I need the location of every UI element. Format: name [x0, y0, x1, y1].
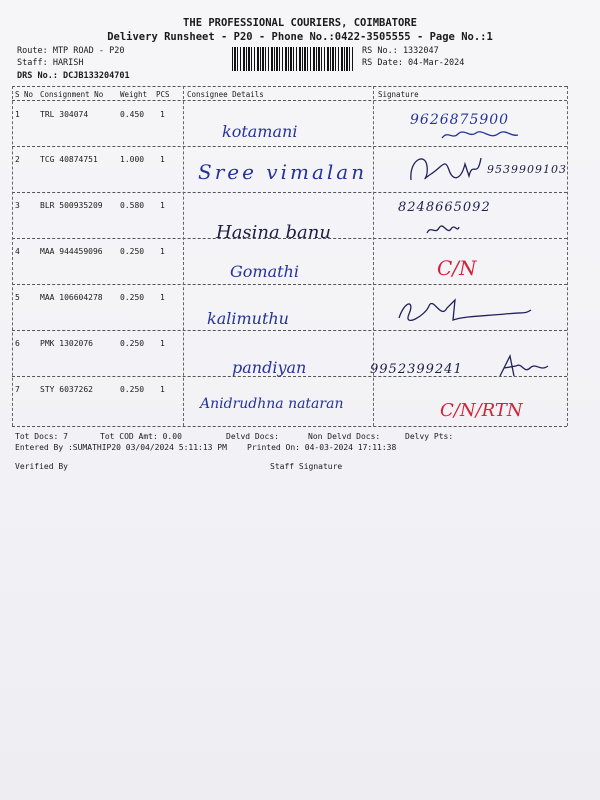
signature-scribble	[496, 352, 552, 380]
signature-scribble	[440, 128, 520, 142]
header-bottom-rule	[12, 100, 567, 101]
row-sno: 4	[15, 247, 20, 256]
delivery-points: Delvy Pts:	[405, 432, 454, 441]
row-weight: 0.250	[120, 293, 145, 302]
column-header-signature: Signature	[378, 90, 419, 99]
column-divider	[12, 86, 13, 426]
row-pcs: 1	[160, 247, 165, 256]
column-header-sno: S No	[15, 90, 34, 99]
signature-scribble	[425, 223, 461, 237]
row-weight: 0.450	[120, 110, 145, 119]
entered-by: Entered By :SUMATHIP20 03/04/2024 5:11:13 PM	[15, 443, 227, 452]
row-divider	[12, 284, 567, 285]
column-header-consignment: Consignment No	[40, 90, 104, 99]
row-sno: 1	[15, 110, 20, 119]
row-consignment: STY 6037262	[40, 385, 93, 394]
printed-on: Printed On: 04-03-2024 17:11:38	[247, 443, 397, 452]
row-pcs: 1	[160, 201, 165, 210]
row-sno: 5	[15, 293, 20, 302]
handwritten-name: Hasina banu	[216, 222, 331, 243]
handwritten-remark: C/N/RTN	[440, 400, 523, 421]
row-pcs: 1	[160, 110, 165, 119]
handwritten-remark: C/N	[437, 256, 477, 280]
company-title: THE PROFESSIONAL COURIERS, COIMBATORE	[183, 17, 417, 29]
handwritten-name: pandiyan	[232, 358, 307, 377]
column-header-details: Consignee Details	[187, 90, 264, 99]
signature-scribble	[395, 296, 535, 326]
row-consignment: MAA 944459096	[40, 247, 103, 256]
handwritten-name: kalimuthu	[207, 309, 289, 328]
row-weight: 0.250	[120, 339, 145, 348]
staff-signature-label: Staff Signature	[270, 462, 343, 471]
table-bottom-rule	[12, 426, 567, 427]
handwritten-name: Gomathi	[230, 262, 299, 281]
handwritten-name: Anidrudhna nataran	[200, 396, 344, 412]
barcode-image	[232, 47, 354, 71]
non-delivered-docs: Non Delvd Docs:	[308, 432, 381, 441]
rs-number: RS No.: 1332047	[362, 46, 439, 56]
drs-number: DRS No.: DCJB133204701	[17, 71, 130, 81]
column-divider	[567, 86, 568, 426]
handwritten-phone: 9952399241	[370, 362, 463, 377]
row-consignment: MAA 106604278	[40, 293, 103, 302]
row-pcs: 1	[160, 293, 165, 302]
row-pcs: 1	[160, 385, 165, 394]
row-sno: 6	[15, 339, 20, 348]
row-pcs: 1	[160, 155, 165, 164]
column-divider	[183, 86, 184, 426]
handwritten-name: kotamani	[222, 122, 298, 141]
row-weight: 0.250	[120, 385, 145, 394]
row-weight: 0.580	[120, 201, 145, 210]
row-weight: 1.000	[120, 155, 145, 164]
verified-by-label: Verified By	[15, 462, 68, 471]
total-cod-amount: Tot COD Amt: 0.00	[100, 432, 182, 441]
row-weight: 0.250	[120, 247, 145, 256]
staff-text: Staff: HARISH	[17, 58, 84, 68]
row-pcs: 1	[160, 339, 165, 348]
row-divider	[12, 146, 567, 147]
row-consignment: TRL 304074	[40, 110, 89, 119]
column-header-weight: Weight	[120, 90, 148, 99]
handwritten-name: Sree vimalan	[198, 160, 368, 184]
table-top-rule	[12, 86, 567, 87]
row-sno: 2	[15, 155, 20, 164]
runsheet-title: Delivery Runsheet - P20 - Phone No.:0422-3505555 - Page No.:1	[107, 31, 493, 43]
handwritten-phone: 9626875900	[410, 112, 510, 128]
total-docs: Tot Docs: 7	[15, 432, 68, 441]
signature-scribble	[405, 150, 485, 190]
rs-date: RS Date: 04-Mar-2024	[362, 58, 465, 68]
handwritten-phone: 8248665092	[398, 200, 491, 215]
row-consignment: TCG 40874751	[40, 155, 98, 164]
row-divider	[12, 192, 567, 193]
handwritten-phone: 9539909103	[487, 163, 567, 176]
route-text: Route: MTP ROAD - P20	[17, 46, 125, 56]
column-header-pcs: PCS	[156, 90, 170, 99]
row-consignment: PMK 1302076	[40, 339, 93, 348]
row-divider	[12, 330, 567, 331]
row-sno: 7	[15, 385, 20, 394]
row-consignment: BLR 500935209	[40, 201, 103, 210]
delivered-docs: Delvd Docs:	[226, 432, 279, 441]
row-sno: 3	[15, 201, 20, 210]
